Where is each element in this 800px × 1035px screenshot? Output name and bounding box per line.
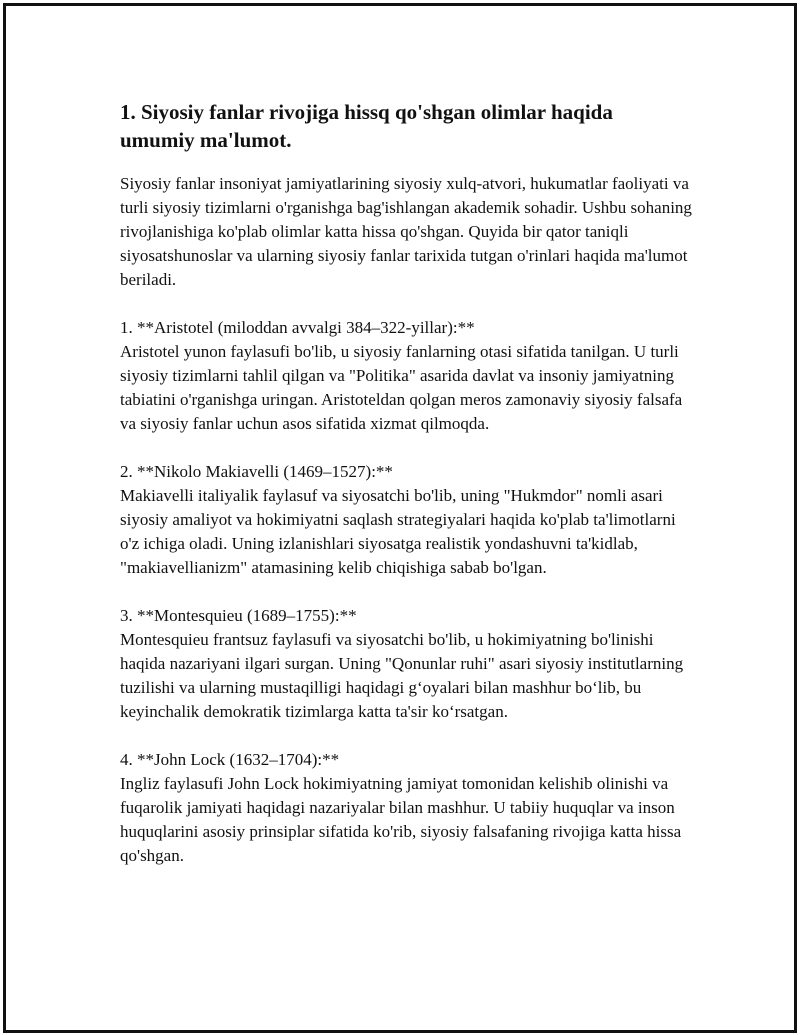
document-heading: 1. Siyosiy fanlar rivojiga hissq qo'shgan olimlar haqida umumiy ma'lumot. bbox=[120, 100, 613, 152]
section-body: Montesquieu frantsuz faylasufi va siyosatchi bo'lib, u hokimiyatning bo'linishi haqida nazariyani ilgari surgan. Uning "Qonunlar ruhi" asari siyosiy institutlarning tuzilishi va ularning mustaqilligi haqidagi g‘oyalari bilan mashhur bo‘lib, bu keyinchalik demokratik tizimlarga katta ta'sir ko‘rsatgan. bbox=[120, 630, 684, 721]
section-john-lock bbox=[120, 748, 692, 868]
section-title: 2. **Nikolo Makiavelli (1469–1527):** bbox=[120, 462, 393, 481]
section-body: Ingliz faylasufi John Lock hokimiyatning jamiyat tomonidan kelishib olinishi va fuqarolik jamiyati haqidagi nazariyalar bilan mashhur. U tabiiy huquqlar va inson huquqlarini asosiy prinsiplar sifatida ko'rib, siyosiy falsafaning rivojiga katta hissa qo'shgan. bbox=[120, 774, 682, 865]
document-content bbox=[120, 98, 692, 892]
intro-paragraph: Siyosiy fanlar insoniyat jamiyatlarining siyosiy xulq-atvori, hukumatlar faoliyati va turli siyosiy tizimlarni o'rganishga bag'ishlangan akademik sohadir. Ushbu sohaning rivojlanishiga ko'plab olimlar katta hissa qo'shgan. Quyida bir qator taniqli siyosatshunoslar va ularning siyosiy fanlar tarixida tutgan o'rinlari haqida ma'lumot beriladi. bbox=[120, 174, 692, 289]
section-title: 4. **John Lock (1632–1704):** bbox=[120, 750, 340, 769]
section-montesquieu bbox=[120, 604, 692, 724]
section-title: 1. **Aristotel (miloddan avvalgi 384–322-yillar):** bbox=[120, 318, 475, 337]
section-makiavelli bbox=[120, 460, 692, 580]
section-body: Aristotel yunon faylasufi bo'lib, u siyosiy fanlarning otasi sifatida tanilgan. U turli siyosiy tizimlarni tahlil qilgan va "Politika" asarida davlat va insoniy jamiyatning tabiatini o'rganishga uringan. Aristoteldan qolgan meros zamonaviy siyosiy falsafa va siyosiy fanlar uchun asos sifatida xizmat qilmoqda. bbox=[120, 342, 683, 433]
section-body: Makiavelli italiyalik faylasuf va siyosatchi bo'lib, uning "Hukmdor" nomli asari siyosiy amaliyot va hokimiyatni saqlash strategiyalari haqida ko'plab ta'limotlarni o'z ichiga oladi. Uning izlanishlari siyosatga realistik yondashuvni ta'kidlab, "makiavellianizm" atamasining kelib chiqishiga sabab bo'lgan. bbox=[120, 486, 676, 577]
section-title: 3. **Montesquieu (1689–1755):** bbox=[120, 606, 357, 625]
section-aristotel bbox=[120, 316, 692, 436]
page-frame bbox=[3, 3, 797, 1033]
